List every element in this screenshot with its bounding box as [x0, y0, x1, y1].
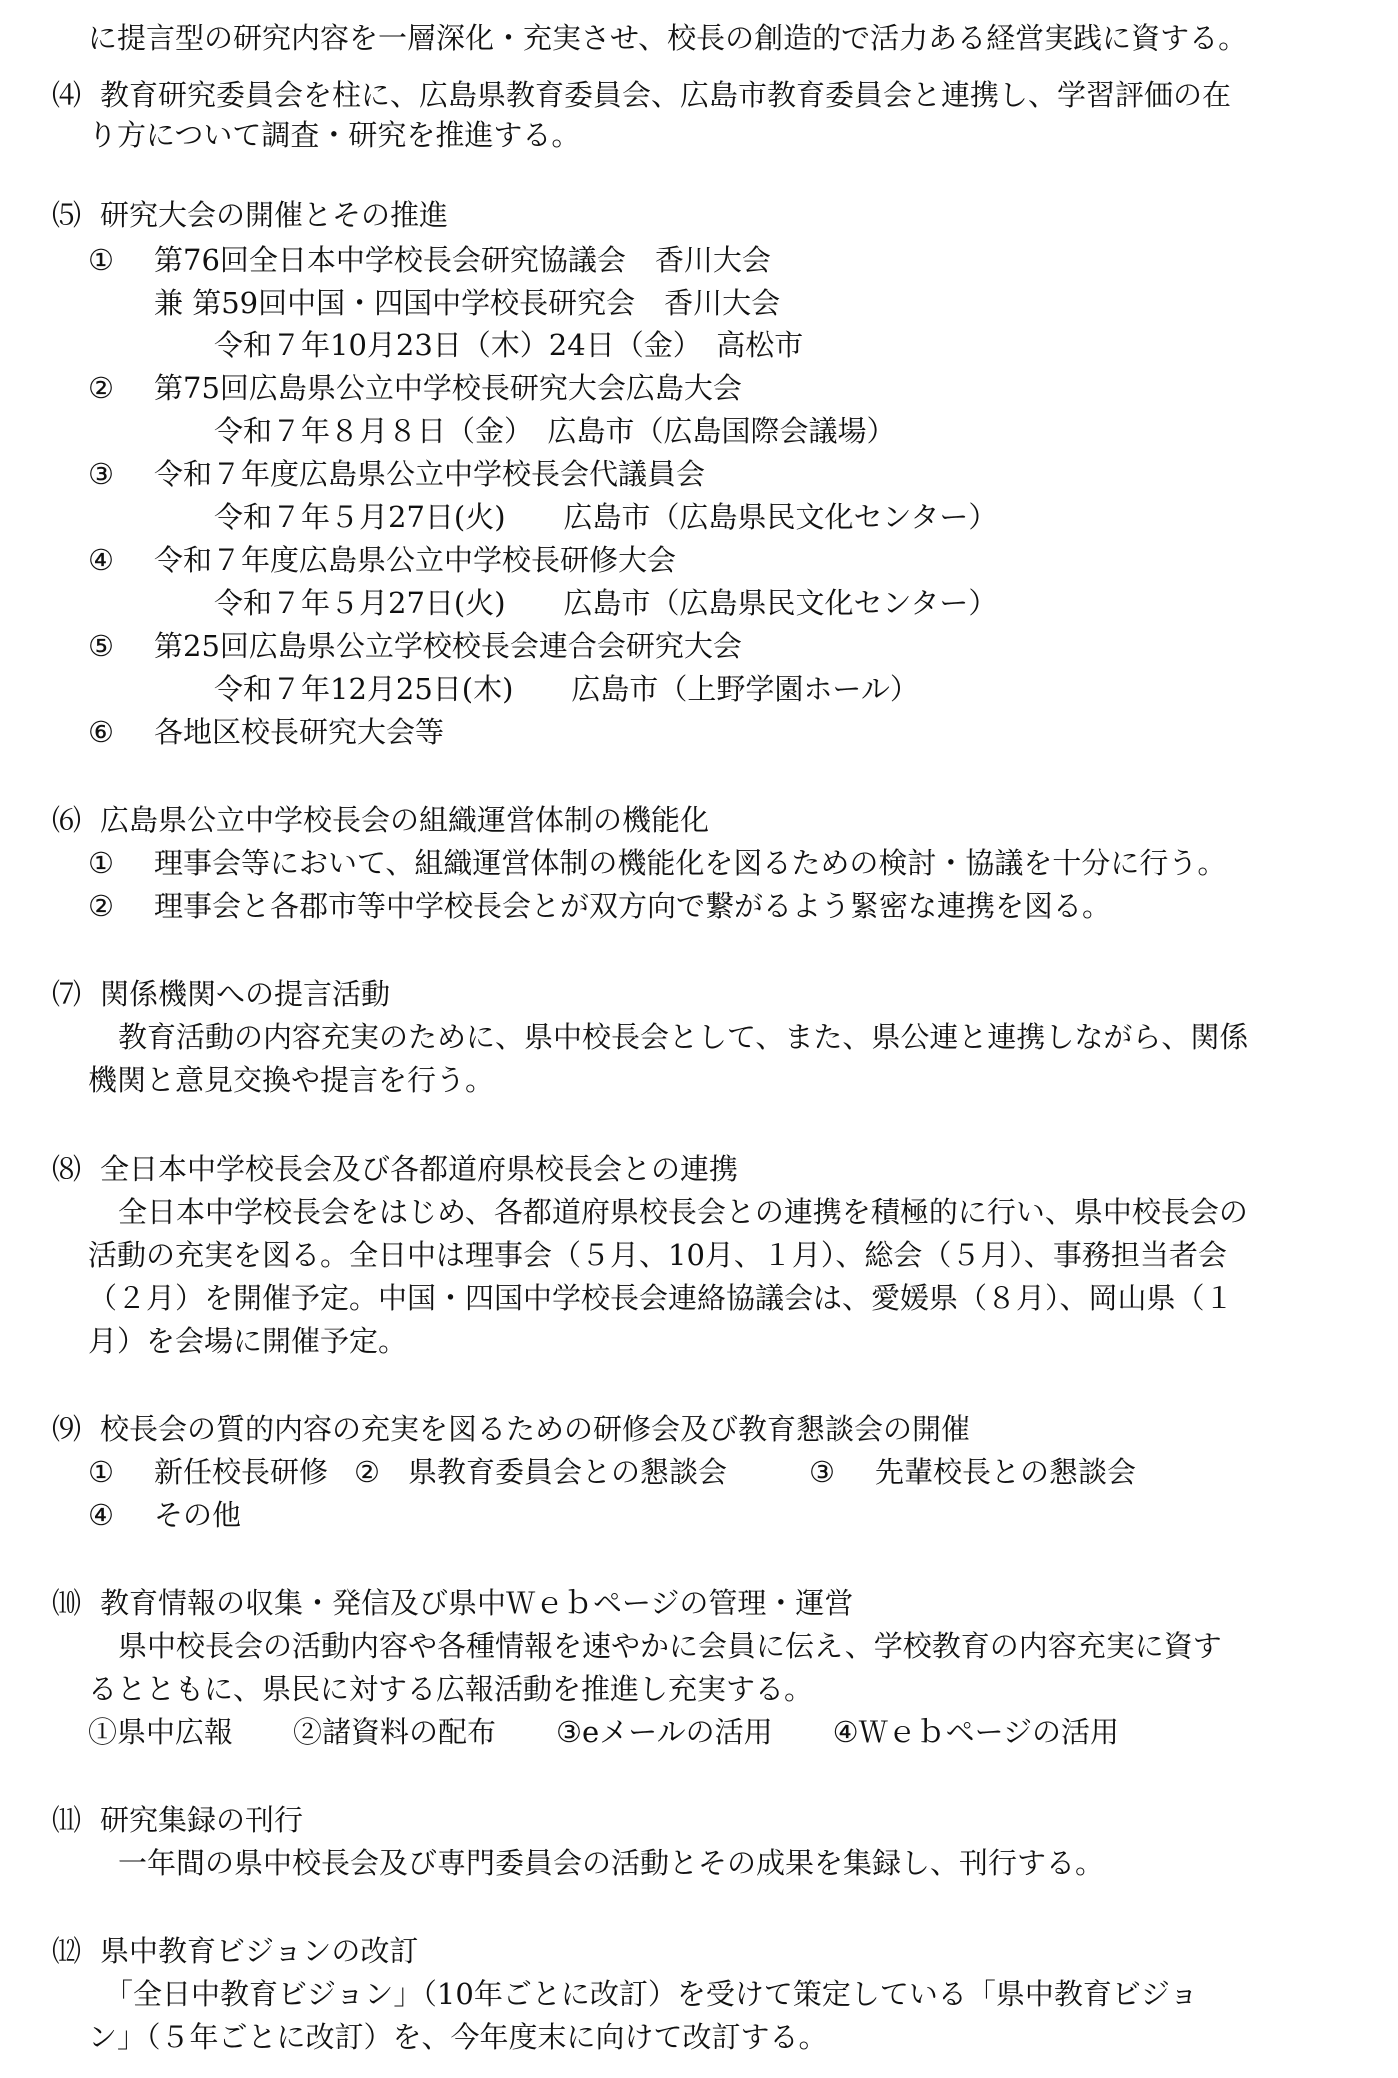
section-12-number: ⑿	[52, 1934, 82, 1968]
s7-line-2: 機関と意見交換や提言を行う。	[88, 1063, 495, 1097]
s10-item-2: ②諸資料の配布	[293, 1715, 497, 1749]
s6-item-2	[88, 888, 1111, 924]
s5-item-3-mark: ③	[88, 457, 114, 491]
section-6-number: ⑹	[52, 803, 82, 837]
s5-item-2-title: 第75回広島県公立中学校長研究大会広島大会	[154, 371, 742, 405]
s5-item-1	[88, 242, 771, 278]
section-6-heading	[52, 802, 709, 838]
section-4-text: 教育研究委員会を柱に、広島県教育委員会、広島市教育委員会と連携し、学習評価の在	[100, 78, 1232, 112]
s9-item-1-text: 新任校長研修	[154, 1455, 329, 1489]
s5-item-6-title: 各地区校長研究大会等	[154, 715, 445, 749]
s9-item-2-text: 県教育委員会との懇談会	[408, 1455, 728, 1489]
section-4-line-1	[52, 77, 1231, 113]
s11-line-1: 一年間の県中校長会及び専門委員会の活動とその成果を集録し、刊行する。	[118, 1846, 1105, 1880]
s9-items-row-1	[88, 1454, 1136, 1490]
s5-item-2-date: 令和７年８月８日（金） 広島市（広島国際会議場）	[214, 414, 896, 448]
section-10-number: ⑽	[52, 1586, 82, 1620]
s5-item-4-date: 令和７年５月27日(火) 広島市（広島県民文化センター）	[214, 586, 998, 620]
s6-item-1-text: 理事会等において、組織運営体制の機能化を図るための検討・協議を十分に行う。	[154, 846, 1227, 880]
s5-item-3-date: 令和７年５月27日(火) 広島市（広島県民文化センター）	[214, 500, 998, 534]
s9-item-1-mark: ①	[88, 1455, 114, 1489]
s8-line-2: 活動の充実を図る。全日中は理事会（５月、10月、１月）、総会（５月）、事務担当者会	[88, 1238, 1227, 1272]
s5-item-5-date: 令和７年12月25日(木) 広島市（上野学園ホール）	[214, 672, 919, 706]
section-7-heading-text: 関係機関への提言活動	[100, 977, 391, 1011]
s5-item-1-line-2: 兼 第59回中国・四国中学校長研究会 香川大会	[154, 286, 781, 320]
section-8-number: ⑻	[52, 1152, 82, 1186]
section-12-heading	[52, 1933, 418, 1969]
section-5-number: ⑸	[52, 198, 82, 232]
section-12-heading-text: 県中教育ビジョンの改訂	[100, 1934, 419, 1968]
section-4-line-2: り方について調査・研究を推進する。	[88, 118, 581, 152]
s5-item-1-title: 第76回全日本中学校長会研究協議会 香川大会	[154, 243, 771, 277]
section-11-number: ⑾	[52, 1803, 82, 1837]
s5-item-5	[88, 628, 742, 664]
s5-item-5-mark: ⑤	[88, 629, 114, 663]
section-10-heading	[52, 1585, 853, 1621]
s5-item-5-title: 第25回広島県公立学校校長会連合会研究大会	[154, 629, 742, 663]
intro-continuation: に提言型の研究内容を一層深化・充実させ、校長の創造的で活力ある経営実践に資する。	[88, 21, 1248, 55]
s5-item-4-mark: ④	[88, 543, 114, 577]
s9-item-4-text: その他	[154, 1498, 242, 1532]
section-9-heading-text: 校長会の質的内容の充実を図るための研修会及び教育懇談会の開催	[100, 1412, 971, 1446]
s10-line-2: るとともに、県民に対する広報活動を推進し充実する。	[88, 1672, 814, 1706]
section-5-heading	[52, 197, 448, 233]
section-9-heading	[52, 1411, 970, 1447]
section-8-heading-text: 全日本中学校長会及び各都道府県校長会との連携	[100, 1152, 739, 1186]
s5-item-2	[88, 370, 742, 406]
s10-item-4: ④Ｗｅｂページの活用	[832, 1715, 1120, 1749]
section-11-heading	[52, 1802, 303, 1838]
s10-item-3: ③eメールの活用	[556, 1715, 773, 1749]
s9-items-row-2	[88, 1497, 241, 1533]
s5-item-4	[88, 542, 676, 578]
s6-item-1-mark: ①	[88, 846, 114, 880]
section-10-heading-text: 教育情報の収集・発信及び県中Ｗｅｂページの管理・運営	[100, 1586, 854, 1620]
s10-line-1: 県中校長会の活動内容や各種情報を速やかに会員に伝え、学校教育の内容充実に資す	[118, 1629, 1222, 1663]
section-11-heading-text: 研究集録の刊行	[100, 1803, 304, 1837]
section-6-heading-text: 広島県公立中学校長会の組織運営体制の機能化	[100, 803, 710, 837]
s6-item-2-text: 理事会と各郡市等中学校長会とが双方向で繋がるよう緊密な連携を図る。	[154, 889, 1112, 923]
s5-item-4-title: 令和７年度広島県公立中学校長研修大会	[154, 543, 677, 577]
s8-line-1: 全日本中学校長会をはじめ、各都道府県校長会との連携を積極的に行い、県中校長会の	[118, 1195, 1248, 1229]
s12-line-2: ン」（５年ごとに改訂）を、今年度末に向けて改訂する。	[88, 2020, 828, 2054]
s8-line-3: （２月）を開催予定。中国・四国中学校長会連絡協議会は、愛媛県（８月）、岡山県（１	[88, 1281, 1234, 1315]
s5-item-2-mark: ②	[88, 371, 114, 405]
section-7-number: ⑺	[52, 977, 82, 1011]
s5-item-6-mark: ⑥	[88, 715, 114, 749]
section-4-number: ⑷	[52, 78, 82, 112]
s9-item-4-mark: ④	[88, 1498, 114, 1532]
section-9-number: ⑼	[52, 1412, 82, 1446]
s5-item-6	[88, 714, 444, 750]
s5-item-3-title: 令和７年度広島県公立中学校長会代議員会	[154, 457, 706, 491]
s7-line-1: 教育活動の内容充実のために、県中校長会として、また、県公連と連携しながら、関係	[118, 1020, 1249, 1054]
s5-item-3	[88, 456, 705, 492]
section-8-heading	[52, 1151, 738, 1187]
s8-line-4: 月）を会場に開催予定。	[88, 1324, 408, 1358]
s10-item-1: ①県中広報	[88, 1715, 234, 1749]
s9-item-3-text: 先輩校長との懇談会	[875, 1455, 1137, 1489]
s12-line-1: 「全日中教育ビジョン」（10年ごとに改訂）を受けて策定している「県中教育ビジョ	[104, 1977, 1199, 2011]
s9-item-3-mark: ③	[809, 1455, 836, 1489]
section-7-heading	[52, 976, 390, 1012]
s9-item-2-mark: ②	[354, 1455, 381, 1489]
section-5-heading-text: 研究大会の開催とその推進	[100, 198, 449, 232]
s6-item-2-mark: ②	[88, 889, 114, 923]
s5-item-1-mark: ①	[88, 243, 114, 277]
s10-items	[88, 1714, 1119, 1750]
s5-item-1-date: 令和７年10月23日（木）24日（金） 高松市	[214, 328, 804, 362]
s6-item-1	[88, 845, 1226, 881]
